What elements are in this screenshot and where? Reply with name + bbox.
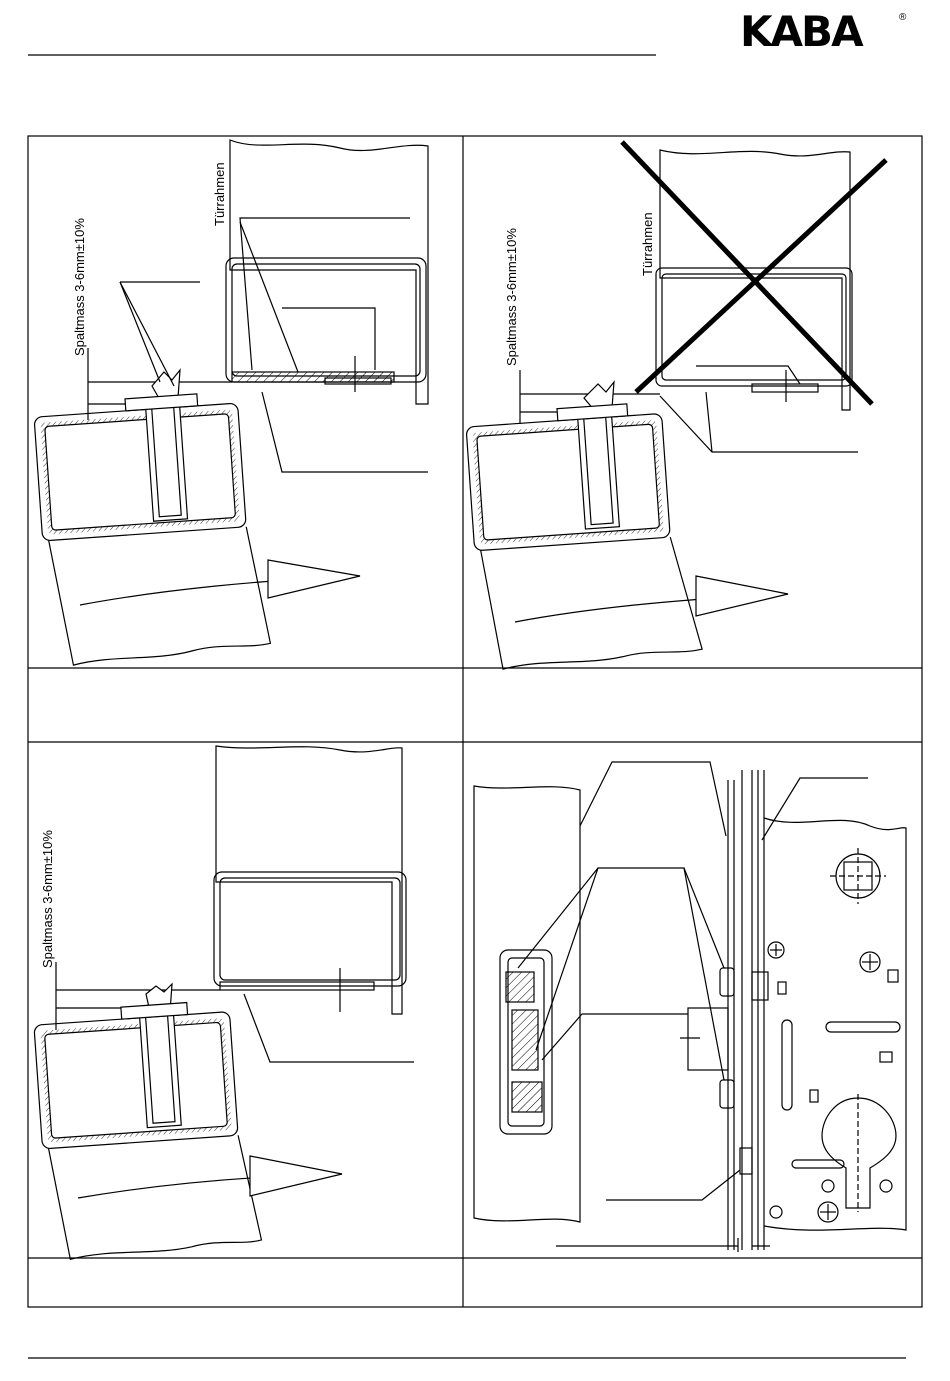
leader-lines (240, 218, 410, 370)
strike-plate (232, 372, 394, 382)
door-leaf (33, 390, 271, 667)
logo-wordmark: KABA (740, 7, 862, 56)
door-leaf (465, 400, 702, 671)
leader-lines (580, 762, 726, 836)
door-leaf (33, 999, 262, 1261)
screw-icon (860, 952, 880, 972)
logo-registered-mark: ® (899, 12, 907, 23)
panel-top-left (33, 140, 428, 667)
frame-profile (226, 258, 426, 382)
leader-lines (244, 994, 414, 1062)
frame-profile (214, 872, 406, 986)
kaba-logo (740, 7, 907, 56)
frame-label: Türrahmen (212, 162, 227, 226)
panel-bottom-right (474, 762, 906, 1252)
gap-label: Spaltmass 3-6mm±10% (40, 830, 55, 968)
frame-label: Türrahmen (640, 212, 655, 276)
screw-icon (818, 1202, 838, 1222)
main-bolt (688, 1008, 728, 1070)
panel-bottom-left (33, 746, 414, 1261)
door-frame-jamb (474, 786, 580, 1222)
gap-label: Spaltmass 3-6mm±10% (72, 218, 87, 356)
gap-label: Spaltmass 3-6mm±10% (504, 228, 519, 366)
leader-lines (660, 396, 858, 452)
screw-icon (768, 942, 784, 958)
header (28, 7, 907, 56)
panel-top-right (465, 142, 886, 671)
door-frame-outline (216, 746, 402, 1014)
